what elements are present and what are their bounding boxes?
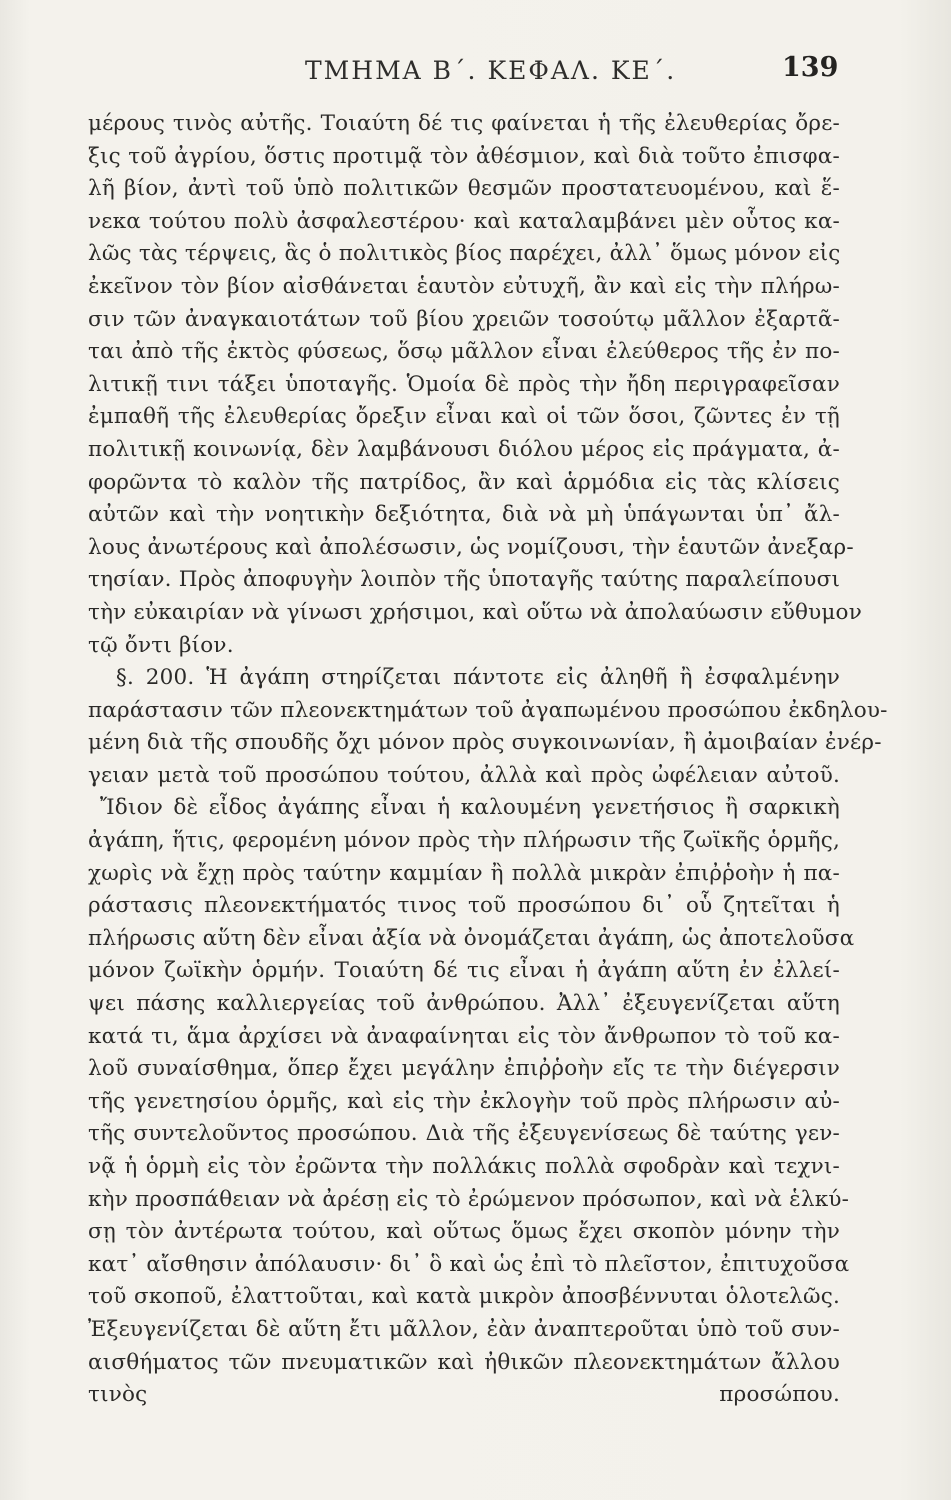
text-line: λοῦ συναίσθημα, ὅπερ ἔχει μεγάλην ἐπιῤῥοὴν εἴς τε τὴν διέγερσιν [88, 1056, 840, 1082]
text-line: λιτικῇ τινι τάξει ὑποταγῆς. Ὁμοία δὲ πρὸς τὴν ἤδη περιγραφεῖσαν [88, 371, 840, 397]
text-line: τοῦ σκοποῦ, ἐλαττοῦται, καὶ κατὰ μικρὸν ἀποσβέννυται ὁλοτελῶς. [88, 1284, 840, 1310]
page-header [0, 52, 951, 92]
text-line: λῆ βίον, ἀντὶ τοῦ ὑπὸ πολιτικῶν θεσμῶν προστατευομένου, καὶ ἕ- [88, 176, 840, 202]
text-line [88, 1412, 840, 1445]
text-line: λῶς τὰς τέρψεις, ἃς ὁ πολιτικὸς βίος παρέχει, ἀλλ᾽ ὅμως μόνον εἰς [88, 241, 841, 267]
text-line: τὴν εὐκαιρίαν νὰ γίνωσι χρήσιμοι, καὶ οὕτω νὰ ἀπολαύωσιν εὔθυμον [88, 599, 862, 625]
text-line: τησίαν. Πρὸς ἀποφυγὴν λοιπὸν τῆς ὑποταγῆς ταύτης παραλείπουσι [88, 567, 841, 593]
text-line: μόνον ζωϊκὴν ὁρμήν. Τοιαύτη δέ τις εἶναι ἡ ἀγάπη αὕτη ἐν ἐλλεί- [88, 958, 840, 984]
text-line: ξις τοῦ ἀγρίου, ὅστις προτιμᾷ τὸν ἀθέσμιον, καὶ διὰ τοῦτο ἐπισφα- [88, 143, 840, 169]
text-line: μένη διὰ τῆς σπουδῆς ὄχι μόνον πρὸς συγκοινωνίαν, ἢ ἀμοιβαίαν ἐνέρ- [88, 730, 882, 756]
text-line: σῃ τὸν ἀντέρωτα τούτου, καὶ οὕτως ὅμως ἔχει σκοπὸν μόνην τὴν [88, 1219, 840, 1245]
text-line: σιν τῶν ἀναγκαιοτάτων τοῦ βίου χρειῶν τοσούτῳ μᾶλλον ἐξαρτᾶ- [88, 306, 840, 332]
page-number: 139 [782, 52, 839, 83]
text-line: τῆς συντελοῦντος προσώπου. Διὰ τῆς ἐξευγενίσεως δὲ ταύτης γεν- [88, 1121, 840, 1147]
text-line: τῷ ὄντι βίον. [88, 632, 234, 658]
text-line: κὴν προσπάθειαν νὰ ἀρέσῃ εἰς τὸ ἐρώμενον πρόσωπον, καὶ νὰ ἑλκύ- [88, 1186, 850, 1212]
text-line: ἐκεῖνον τὸν βίον αἰσθάνεται ἑαυτὸν εὐτυχῆ, ἂν καὶ εἰς τὴν πλήρω- [88, 273, 840, 299]
text-line: φορῶντα τὸ καλὸν τῆς πατρίδος, ἂν καὶ ἁρμόδια εἰς τὰς κλίσεις [88, 469, 840, 495]
text-line: κατά τι, ἅμα ἀρχίσει νὰ ἀναφαίνηται εἰς τὸν ἄνθρωπον τὸ τοῦ κα- [88, 1023, 840, 1049]
text-line: τῆς γενετησίου ὁρμῆς, καὶ εἰς τὴν ἐκλογὴν τοῦ πρὸς πλήρωσιν αὐ- [88, 1088, 840, 1114]
text-line: πολιτικῇ κοινωνίᾳ, δὲν λαμβάνουσι διόλου μέρος εἰς πράγματα, ἀ- [88, 436, 840, 462]
section-line: §. 200. Ἡ ἀγάπη στηρίζεται πάντοτε εἰς ἀληθῆ ἢ ἐσφαλμένην [116, 665, 840, 691]
text-line: χωρὶς νὰ ἔχῃ πρὸς ταύτην καμμίαν ἢ πολλὰ μικρὰν ἐπιῤῥοὴν ἡ πα- [88, 860, 840, 886]
text-line: μέρους τινὸς αὐτῆς. Τοιαύτη δέ τις φαίνεται ἡ τῆς ἐλευθερίας ὄρε- [88, 111, 840, 136]
text-line: ἀγάπη, ἥτις, φερομένη μόνον πρὸς τὴν πλήρωσιν τῆς ζωϊκῆς ὁρμῆς, [88, 828, 840, 854]
text-line: γειαν μετὰ τοῦ προσώπου τούτου, ἀλλὰ καὶ πρὸς ὠφέλειαν αὐτοῦ. [88, 762, 840, 788]
text-line: αισθήματος τῶν πνευματικῶν καὶ ἠθικῶν πλεονεκτημάτων ἄλλου [88, 1349, 840, 1375]
body-text [88, 108, 888, 1444]
running-head: ΤΜΗΜΑ Β΄. ΚΕΦΑΛ. ΚΕ΄. [305, 56, 677, 85]
text-line: ψει πάσης καλλιεργείας τοῦ ἀνθρώπου. Ἀλλ᾽ ἐξευγενίζεται αὕτη [88, 991, 840, 1017]
text-line: ράστασις πλεονεκτήματός τινος τοῦ προσώπου δι᾽ οὗ ζητεῖται ἡ [88, 893, 840, 919]
text-line: ται ἀπὸ τῆς ἐκτὸς φύσεως, ὅσῳ μᾶλλον εἶναι ἐλεύθερος τῆς ἐν πο- [88, 339, 840, 365]
text-line: νᾷ ἡ ὁρμὴ εἰς τὸν ἐρῶντα τὴν πολλάκις πολλὰ σφοδρὰν καὶ τεχνι- [88, 1154, 840, 1179]
text-line: παράστασιν τῶν πλεονεκτημάτων τοῦ ἀγαπωμένου προσώπου ἐκδηλου- [88, 697, 888, 723]
text-line: πλήρωσις αὕτη δὲν εἶναι ἀξία νὰ ὀνομάζεται ἀγάπη, ὡς ἀποτελοῦσα [88, 925, 855, 951]
text-line: κατ᾽ αἴσθησιν ἀπόλαυσιν· δι᾽ ὃ καὶ ὡς ἐπὶ τὸ πλεῖστον, ἐπιτυχοῦσα [88, 1251, 850, 1277]
text-line: νεκα τούτου πολὺ ἀσφαλεστέρου· καὶ καταλαμβάνει μὲν οὗτος κα- [88, 208, 840, 234]
text-line: αὐτῶν καὶ τὴν νοητικὴν δεξιότητα, διὰ νὰ μὴ ὑπάγωνται ὑπ᾽ ἄλ- [88, 502, 840, 528]
text-line: τινὸς προσώπου. [88, 1382, 840, 1408]
text-line: λους ἀνωτέρους καὶ ἀπολέσωσιν, ὡς νομίζουσι, τὴν ἑαυτῶν ἀνεξαρ- [88, 534, 854, 560]
text-line: ἐμπαθῆ τῆς ἐλευθερίας ὄρεξιν εἶναι καὶ οἱ τῶν ὅσοι, ζῶντες ἐν τῇ [88, 404, 840, 430]
text-line: Ἐξευγενίζεται δὲ αὕτη ἔτι μᾶλλον, ἐὰν ἀναπτεροῦται ὑπὸ τοῦ συν- [88, 1316, 840, 1342]
text-line: Ἴδιον δὲ εἶδος ἀγάπης εἶναι ἡ καλουμένη γενετήσιος ἢ σαρκικὴ [100, 795, 840, 821]
